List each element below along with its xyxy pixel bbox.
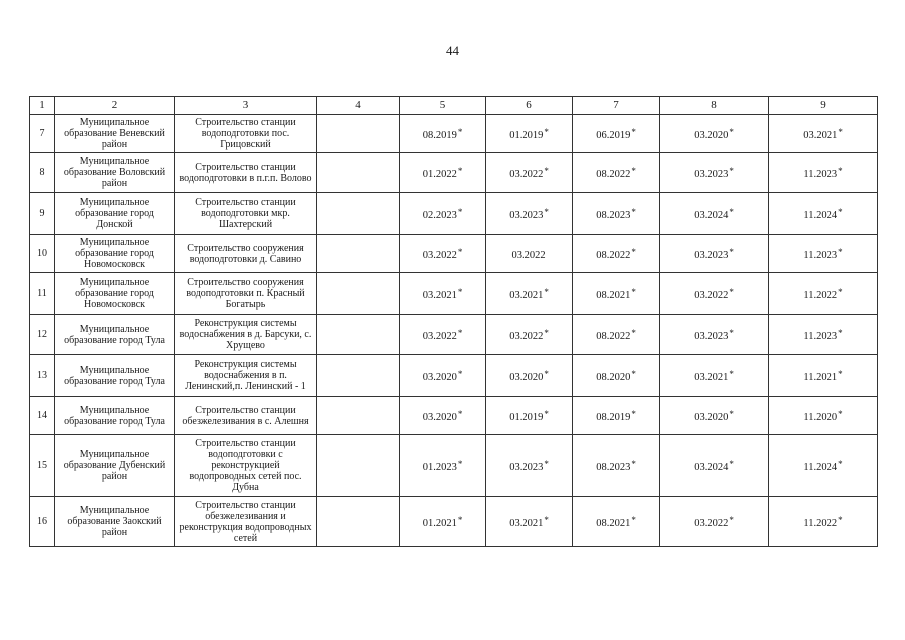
column-4-cell [317,153,400,193]
header-row [30,97,878,115]
date-value: 01.2019 [509,411,544,423]
date-cell [769,435,878,497]
date-cell [660,397,769,435]
header-cell: 5 [400,97,486,115]
date-value: 03.2022 [509,168,544,180]
date-value: 03.2022 [422,330,457,342]
date-value: 11.2022 [803,289,838,301]
date-value: 08.2023 [596,461,631,473]
date-value: 11.2024 [803,461,838,473]
header-cell: 1 [30,97,55,115]
date-cell [400,153,486,193]
date-cell [486,315,573,355]
row-number-cell: 13 [30,355,55,397]
date-value: 11.2024 [803,209,838,221]
date-value: 03.2021 [422,289,457,301]
column-4-cell [317,273,400,315]
date-cell [400,435,486,497]
date-mark: * [544,368,549,379]
date-value: 03.2020 [422,411,457,423]
date-cell [660,235,769,273]
date-cell [486,153,573,193]
date-mark: * [729,286,734,297]
object-cell: Строительство станции обезжелезивания и реконструкция водопроводных сетей [175,497,317,547]
header-cell: 4 [317,97,400,115]
date-cell [660,115,769,153]
date-value: 02.2023 [422,209,457,221]
date-value: 03.2021 [509,289,544,301]
date-cell [573,153,660,193]
date-cell [573,273,660,315]
date-cell [660,355,769,397]
table-row [30,355,878,397]
date-mark: * [544,514,549,525]
municipality-cell: Муниципальное образование город Донской [55,193,175,235]
object-cell: Строительство сооружения водоподготовки п. Красный Богатырь [175,273,317,315]
date-mark: * [729,126,734,137]
date-value: 03.2022 [509,330,544,342]
object-cell: Строительство сооружения водоподготовки д. Савино [175,235,317,273]
header-cell: 2 [55,97,175,115]
object-cell: Реконструкция системы водоснабжения в д. Барсуки, с. Хрущево [175,315,317,355]
column-4-cell [317,315,400,355]
date-value: 06.2019 [596,129,631,141]
column-4-cell [317,497,400,547]
date-cell [660,315,769,355]
date-mark: * [544,286,549,297]
date-cell [400,115,486,153]
date-value: 11.2020 [803,411,838,423]
municipality-cell: Муниципальное образование город Новомосковск [55,273,175,315]
date-cell [400,355,486,397]
date-value: 08.2022 [596,330,631,342]
date-value: 03.2020 [509,371,544,383]
date-cell [769,153,878,193]
date-value: 03.2020 [422,371,457,383]
date-mark: * [631,206,636,217]
date-mark: * [838,408,843,419]
table-row [30,193,878,235]
date-cell [660,435,769,497]
date-mark: * [544,206,549,217]
date-value: 11.2022 [803,517,838,529]
date-mark: * [457,126,463,137]
date-cell [660,497,769,547]
date-cell [769,193,878,235]
object-cell: Строительство станции водоподготовки в п.г.п. Волово [175,153,317,193]
date-cell [400,497,486,547]
object-cell: Строительство станции водоподготовки пос. Грицовский [175,115,317,153]
date-mark: * [729,368,734,379]
date-value: 08.2019 [422,129,457,141]
date-cell [660,273,769,315]
date-mark: * [838,514,843,525]
column-4-cell [317,435,400,497]
date-cell [400,193,486,235]
date-value: 03.2023 [694,168,729,180]
date-cell [486,193,573,235]
date-mark: * [631,458,636,469]
date-mark: * [729,206,734,217]
date-cell [573,497,660,547]
object-cell: Строительство станции водоподготовки с реконструкцией водопроводных сетей пос. Дубна [175,435,317,497]
header-cell: 3 [175,97,317,115]
date-mark: * [631,514,636,525]
date-mark: * [729,458,734,469]
date-cell [486,355,573,397]
date-cell [486,497,573,547]
municipality-cell: Муниципальное образование город Тула [55,397,175,435]
date-mark: * [729,408,734,419]
date-value: 11.2023 [803,168,838,180]
row-number-cell: 14 [30,397,55,435]
row-number-cell: 12 [30,315,55,355]
date-mark: * [544,408,549,419]
column-4-cell [317,397,400,435]
object-cell: Строительство станции водоподготовки мкр. Шахтерский [175,193,317,235]
date-mark: * [631,165,636,176]
row-number-cell: 7 [30,115,55,153]
date-value: 03.2021 [694,371,729,383]
row-number-cell: 8 [30,153,55,193]
date-mark: * [544,327,549,338]
date-mark: * [631,286,636,297]
table-row [30,115,878,153]
date-mark: * [457,368,463,379]
date-cell [486,235,573,273]
date-value: 03.2022 [422,249,457,261]
column-4-cell [317,355,400,397]
date-value: 03.2023 [509,461,544,473]
date-cell [400,235,486,273]
date-mark: * [544,126,549,137]
date-cell [400,315,486,355]
row-number-cell: 10 [30,235,55,273]
date-value: 03.2023 [694,330,729,342]
schedule-table [29,96,878,547]
date-value: 08.2023 [596,209,631,221]
date-mark: * [457,206,463,217]
date-mark: * [838,327,843,338]
table-row [30,315,878,355]
row-number-cell: 15 [30,435,55,497]
row-number-cell: 16 [30,497,55,547]
date-value: 11.2023 [803,330,838,342]
date-value: 03.2022 [511,249,546,261]
date-value: 08.2022 [596,249,631,261]
date-mark: * [457,458,463,469]
date-cell [573,115,660,153]
municipality-cell: Муниципальное образование Заокский район [55,497,175,547]
date-mark: * [631,246,636,257]
date-mark: * [631,368,636,379]
date-value: 01.2023 [422,461,457,473]
date-cell [573,193,660,235]
table-row [30,497,878,547]
date-value: 08.2019 [596,411,631,423]
date-value: 01.2021 [422,517,457,529]
municipality-cell: Муниципальное образование Веневский район [55,115,175,153]
date-cell [400,273,486,315]
date-value: 03.2024 [694,461,729,473]
date-cell [573,355,660,397]
table-row [30,153,878,193]
municipality-cell: Муниципальное образование город Тула [55,315,175,355]
date-mark: * [457,327,463,338]
date-value: 03.2022 [694,289,729,301]
date-cell [573,315,660,355]
municipality-cell: Муниципальное образование Воловский район [55,153,175,193]
date-value: 08.2020 [596,371,631,383]
date-mark: * [838,246,843,257]
date-value: 01.2022 [422,168,457,180]
date-value: 03.2023 [694,249,729,261]
municipality-cell: Муниципальное образование город Новомосковск [55,235,175,273]
date-mark: * [729,246,734,257]
column-4-cell [317,115,400,153]
date-value: 08.2021 [596,517,631,529]
row-number-cell: 9 [30,193,55,235]
date-cell [486,273,573,315]
header-cell: 6 [486,97,573,115]
date-cell [486,435,573,497]
date-value: 03.2022 [694,517,729,529]
date-cell [769,355,878,397]
table-row [30,397,878,435]
date-cell [769,115,878,153]
table-row [30,273,878,315]
date-mark: * [457,408,463,419]
date-mark: * [544,458,549,469]
date-mark: * [457,286,463,297]
date-cell [486,397,573,435]
column-4-cell [317,193,400,235]
date-mark: * [838,126,843,137]
header-cell: 9 [769,97,878,115]
date-value: 08.2021 [596,289,631,301]
date-value: 03.2024 [694,209,729,221]
date-value: 08.2022 [596,168,631,180]
header-cell: 8 [660,97,769,115]
date-value: 03.2020 [694,411,729,423]
date-mark: * [838,206,843,217]
date-mark: * [729,514,734,525]
date-mark: * [457,514,463,525]
table-row [30,235,878,273]
date-value: 03.2020 [694,129,729,141]
date-cell [573,235,660,273]
date-value: 11.2023 [803,249,838,261]
date-cell [660,153,769,193]
header-cell: 7 [573,97,660,115]
date-mark: * [457,165,463,176]
date-cell [769,397,878,435]
date-mark: * [544,165,549,176]
date-value: 11.2021 [803,371,838,383]
date-cell [769,497,878,547]
date-mark: * [631,408,636,419]
date-mark: * [631,126,636,137]
date-cell [660,193,769,235]
object-cell: Реконструкция системы водоснабжения в п. Ленинский,п. Ленинский - 1 [175,355,317,397]
page-number: 44 [446,43,459,58]
date-value: 03.2021 [803,129,838,141]
date-value: 03.2023 [509,209,544,221]
date-value: 01.2019 [509,129,544,141]
object-cell: Строительство станции обезжелезивания в с. Алешня [175,397,317,435]
date-mark: * [631,327,636,338]
date-mark: * [457,246,463,257]
date-cell [400,397,486,435]
date-cell [769,235,878,273]
row-number-cell: 11 [30,273,55,315]
date-cell [573,435,660,497]
date-value: 03.2021 [509,517,544,529]
date-cell [769,273,878,315]
municipality-cell: Муниципальное образование Дубенский район [55,435,175,497]
date-cell [769,315,878,355]
table-row [30,435,878,497]
date-cell [486,115,573,153]
date-mark: * [838,165,843,176]
date-mark: * [838,286,843,297]
date-mark: * [729,165,734,176]
date-cell [573,397,660,435]
date-mark: * [838,458,843,469]
municipality-cell: Муниципальное образование город Тула [55,355,175,397]
column-4-cell [317,235,400,273]
date-mark: * [729,327,734,338]
date-mark: * [838,368,843,379]
